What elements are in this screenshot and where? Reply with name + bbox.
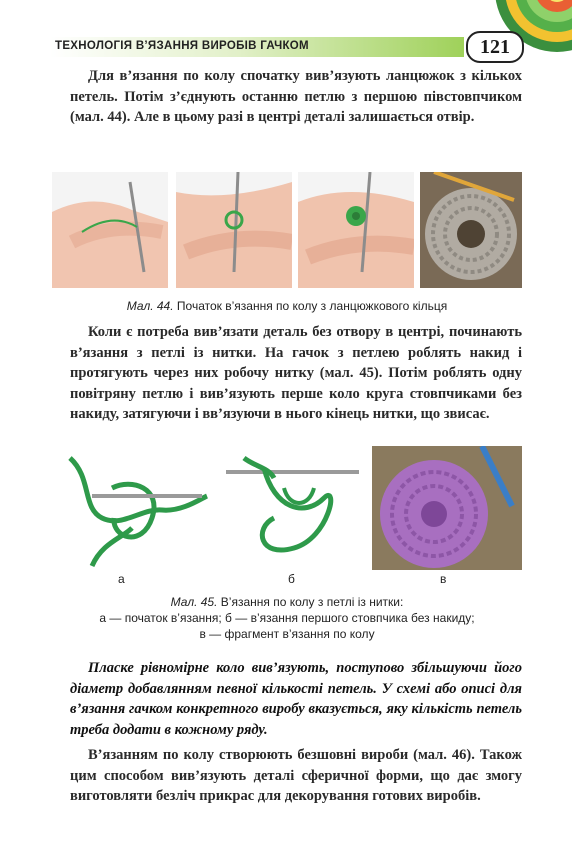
paragraph-1: Для в’язання по колу спочатку вив’язують ланцюжок з кількох петель. Потім з’єднують останню петлю з першою півстовпчиком (мал. 44). Але в цьому разі в центрі деталі залишається отвір.: [70, 68, 522, 125]
caption-figure-44: [52, 298, 522, 314]
figure-45-label-c: в: [440, 572, 447, 586]
caption-45-label: Мал. 45.: [170, 595, 218, 609]
caption-44-text: Початок в’язання по колу з ланцюжкового кільця: [176, 299, 448, 313]
illustration-45b: [214, 448, 364, 568]
photo-45c: [372, 446, 522, 570]
paragraph-4: В’язанням по колу створюють безшовні вироби (мал. 46). Також цим способом вив’язують деталі сферичної форми, що дає змогу виготовляти безліч прикрас для декорування готових виробів.: [70, 747, 522, 804]
photo-44-result: [420, 172, 522, 288]
caption-45-line-3: в — фрагмент в’язання по колу: [199, 627, 375, 641]
caption-figure-45: [52, 594, 522, 642]
figure-45-label-b: б: [288, 572, 295, 586]
photo-44-step-3: [298, 172, 414, 288]
illustration-45a: [52, 448, 212, 568]
photo-44-step-1: [52, 172, 168, 288]
paragraph-3-emphasis: Пласке рівномірне коло вив’язують, поступово збільшуючи його діаметр добавлянням певної кількості петель. У схемі або описі для в’язання гачком конкретного виробу вказується, яку кількість петель треба додати в кожному ряду.: [70, 660, 522, 738]
caption-44-label: Мал. 44.: [126, 299, 174, 313]
paragraph-2: Коли є потреба вив’язати деталь без отвору в центрі, починають в’язання з петлі із нитки. На гачок з петлею роблять накид і протягують через них робочу нитку (мал. 45). Потім роблять одну повітряну петлю і вив’язують перше коло круга стовпчиками без накиду, затягуючи і вв’язуючи в нього кінець нитки, що звисає.: [70, 324, 522, 422]
figure-45-label-a: а: [118, 572, 125, 586]
photo-44-step-2: [176, 172, 292, 288]
caption-45-line-1: В’язання по колу з петлі із нитки:: [220, 595, 404, 609]
chapter-title: ТЕХНОЛОГІЯ В’ЯЗАННЯ ВИРОБІВ ГАЧКОМ: [55, 40, 309, 52]
caption-45-line-2: а — початок в’язання; б — в’язання першого стовпчика без накиду;: [99, 611, 475, 625]
page-number: 121: [466, 31, 524, 63]
